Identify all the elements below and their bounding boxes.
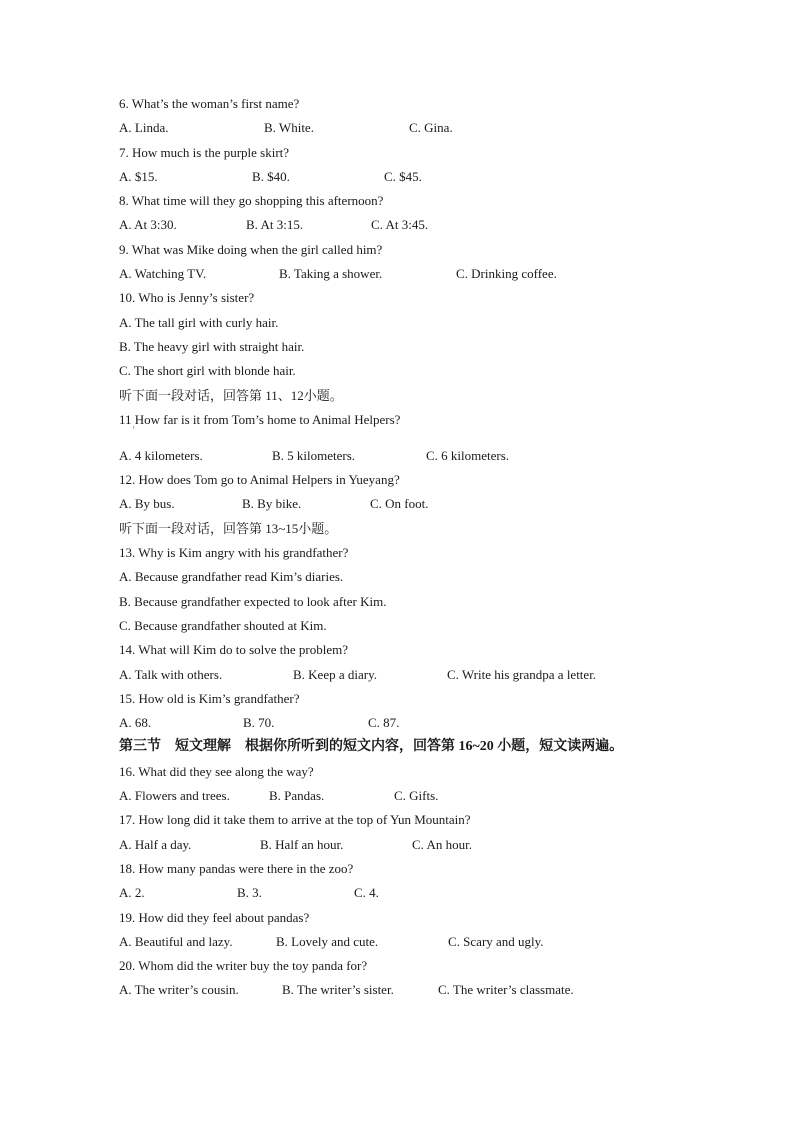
answer-option: C. 4. xyxy=(354,885,379,901)
question-text: 9. What was Mike doing when the girl called him? xyxy=(119,241,383,257)
answer-option: C. Scary and ugly. xyxy=(448,933,544,949)
answer-option: A. 4 kilometers. xyxy=(119,447,203,463)
answer-options-row xyxy=(119,266,719,290)
answer-options-row xyxy=(119,496,719,520)
answer-option: C. 6 kilometers. xyxy=(426,447,510,463)
question-text: 19. How did they feel about pandas? xyxy=(119,909,310,925)
answer-option: A. The writer’s cousin. xyxy=(119,982,239,998)
answer-option: B. 70. xyxy=(243,715,275,731)
question-text: 15. How old is Kim’s grandfather? xyxy=(119,690,300,706)
question-text: A. The tall girl with curly hair. xyxy=(119,314,279,330)
question-text: 16. What did they see along the way? xyxy=(119,763,314,779)
answer-option: B. Taking a shower. xyxy=(279,266,383,282)
answer-option: C. $45. xyxy=(384,168,422,184)
answer-options-row xyxy=(119,885,719,909)
answer-options-row xyxy=(119,982,719,1006)
answer-option: B. Keep a diary. xyxy=(293,666,377,682)
answer-option: B. Lovely and cute. xyxy=(276,933,379,949)
question-text: 6. What’s the woman’s first name? xyxy=(119,96,300,111)
answer-options-row xyxy=(119,715,719,739)
question-text: B. The heavy girl with straight hair. xyxy=(119,338,305,354)
answer-option: B. By bike. xyxy=(242,496,302,512)
answer-option: C. Write his grandpa a letter. xyxy=(447,666,597,682)
answer-option: B. Half an hour. xyxy=(260,836,344,852)
answer-option: C. At 3:45. xyxy=(371,217,429,233)
answer-option: C. 87. xyxy=(368,715,400,731)
answer-option: A. 2. xyxy=(119,885,145,901)
answer-option: C. On foot. xyxy=(370,496,429,512)
answer-option: B. 5 kilometers. xyxy=(272,447,356,463)
question-text-content: 11 How far is it from Tom’s home to Animal Helpers? xyxy=(119,411,401,427)
question-text: 20. Whom did the writer buy the toy panda for? xyxy=(119,958,368,974)
question-text: 12. How does Tom go to Animal Helpers in Yueyang? xyxy=(119,472,400,488)
answer-option: B. The writer’s sister. xyxy=(282,982,394,998)
answer-option: A. Talk with others. xyxy=(119,666,223,682)
answer-options-row xyxy=(119,837,719,861)
question-text: 17. How long did it take them to arrive at the top of Yun Mountain? xyxy=(119,812,471,828)
answer-option: B. 3. xyxy=(237,885,262,901)
question-text: 7. How much is the purple skirt? xyxy=(119,144,290,160)
answer-option: A. By bus. xyxy=(119,496,175,512)
question-text: 听下面一段对话，回答第 11、12小题。 xyxy=(119,387,343,403)
answer-option: A. Watching TV. xyxy=(119,266,207,282)
answer-option: B. At 3:15. xyxy=(246,217,304,233)
answer-option: C. The writer’s classmate. xyxy=(438,982,574,998)
section-heading: 第三节 短文理解 根据你所听到的短文内容，回答第 16~20 小题，短文读两遍。 xyxy=(119,739,624,755)
question-text: B. Because grandfather expected to look after Kim. xyxy=(119,593,387,609)
question-text xyxy=(119,412,719,448)
question-text: C. Because grandfather shouted at Kim. xyxy=(119,617,327,633)
question-text: 听下面一段对话，回答第 13~15小题。 xyxy=(119,520,338,536)
answer-options-row xyxy=(119,120,719,144)
answer-options-row xyxy=(119,169,719,193)
answer-option: B. $40. xyxy=(252,168,290,184)
answer-option: A. Flowers and trees. xyxy=(119,788,230,804)
question-text: 8. What time will they go shopping this afternoon? xyxy=(119,193,384,209)
answer-option: A. $15. xyxy=(119,168,158,184)
answer-option: A. 68. xyxy=(119,715,152,731)
answer-option: B. Pandas. xyxy=(269,788,325,804)
answer-option: A. At 3:30. xyxy=(119,217,177,233)
answer-option: C. Gifts. xyxy=(394,788,439,804)
answer-options-row xyxy=(119,934,719,958)
answer-option: A. Beautiful and lazy. xyxy=(119,933,233,949)
answer-option: A. Linda. xyxy=(119,120,169,136)
question-text: 10. Who is Jenny’s sister? xyxy=(119,290,255,306)
answer-options-row xyxy=(119,217,719,241)
answer-options-row xyxy=(119,667,719,691)
question-text: C. The short girl with blonde hair. xyxy=(119,363,296,379)
answer-option: C. An hour. xyxy=(412,836,472,852)
stray-mark: ' xyxy=(133,424,135,434)
answer-options-row xyxy=(119,788,719,812)
question-text: 13. Why is Kim angry with his grandfather? xyxy=(119,545,349,561)
question-text: 14. What will Kim do to solve the problem? xyxy=(119,642,349,658)
answer-option: C. Gina. xyxy=(409,120,453,136)
exam-page xyxy=(119,96,719,1007)
answer-options-row xyxy=(119,448,719,472)
answer-option: C. Drinking coffee. xyxy=(456,266,557,282)
question-text: 18. How many pandas were there in the zoo? xyxy=(119,860,354,876)
answer-option: A. Half a day. xyxy=(119,836,192,852)
answer-option: B. White. xyxy=(264,120,314,136)
question-text: A. Because grandfather read Kim’s diaries. xyxy=(119,569,344,585)
